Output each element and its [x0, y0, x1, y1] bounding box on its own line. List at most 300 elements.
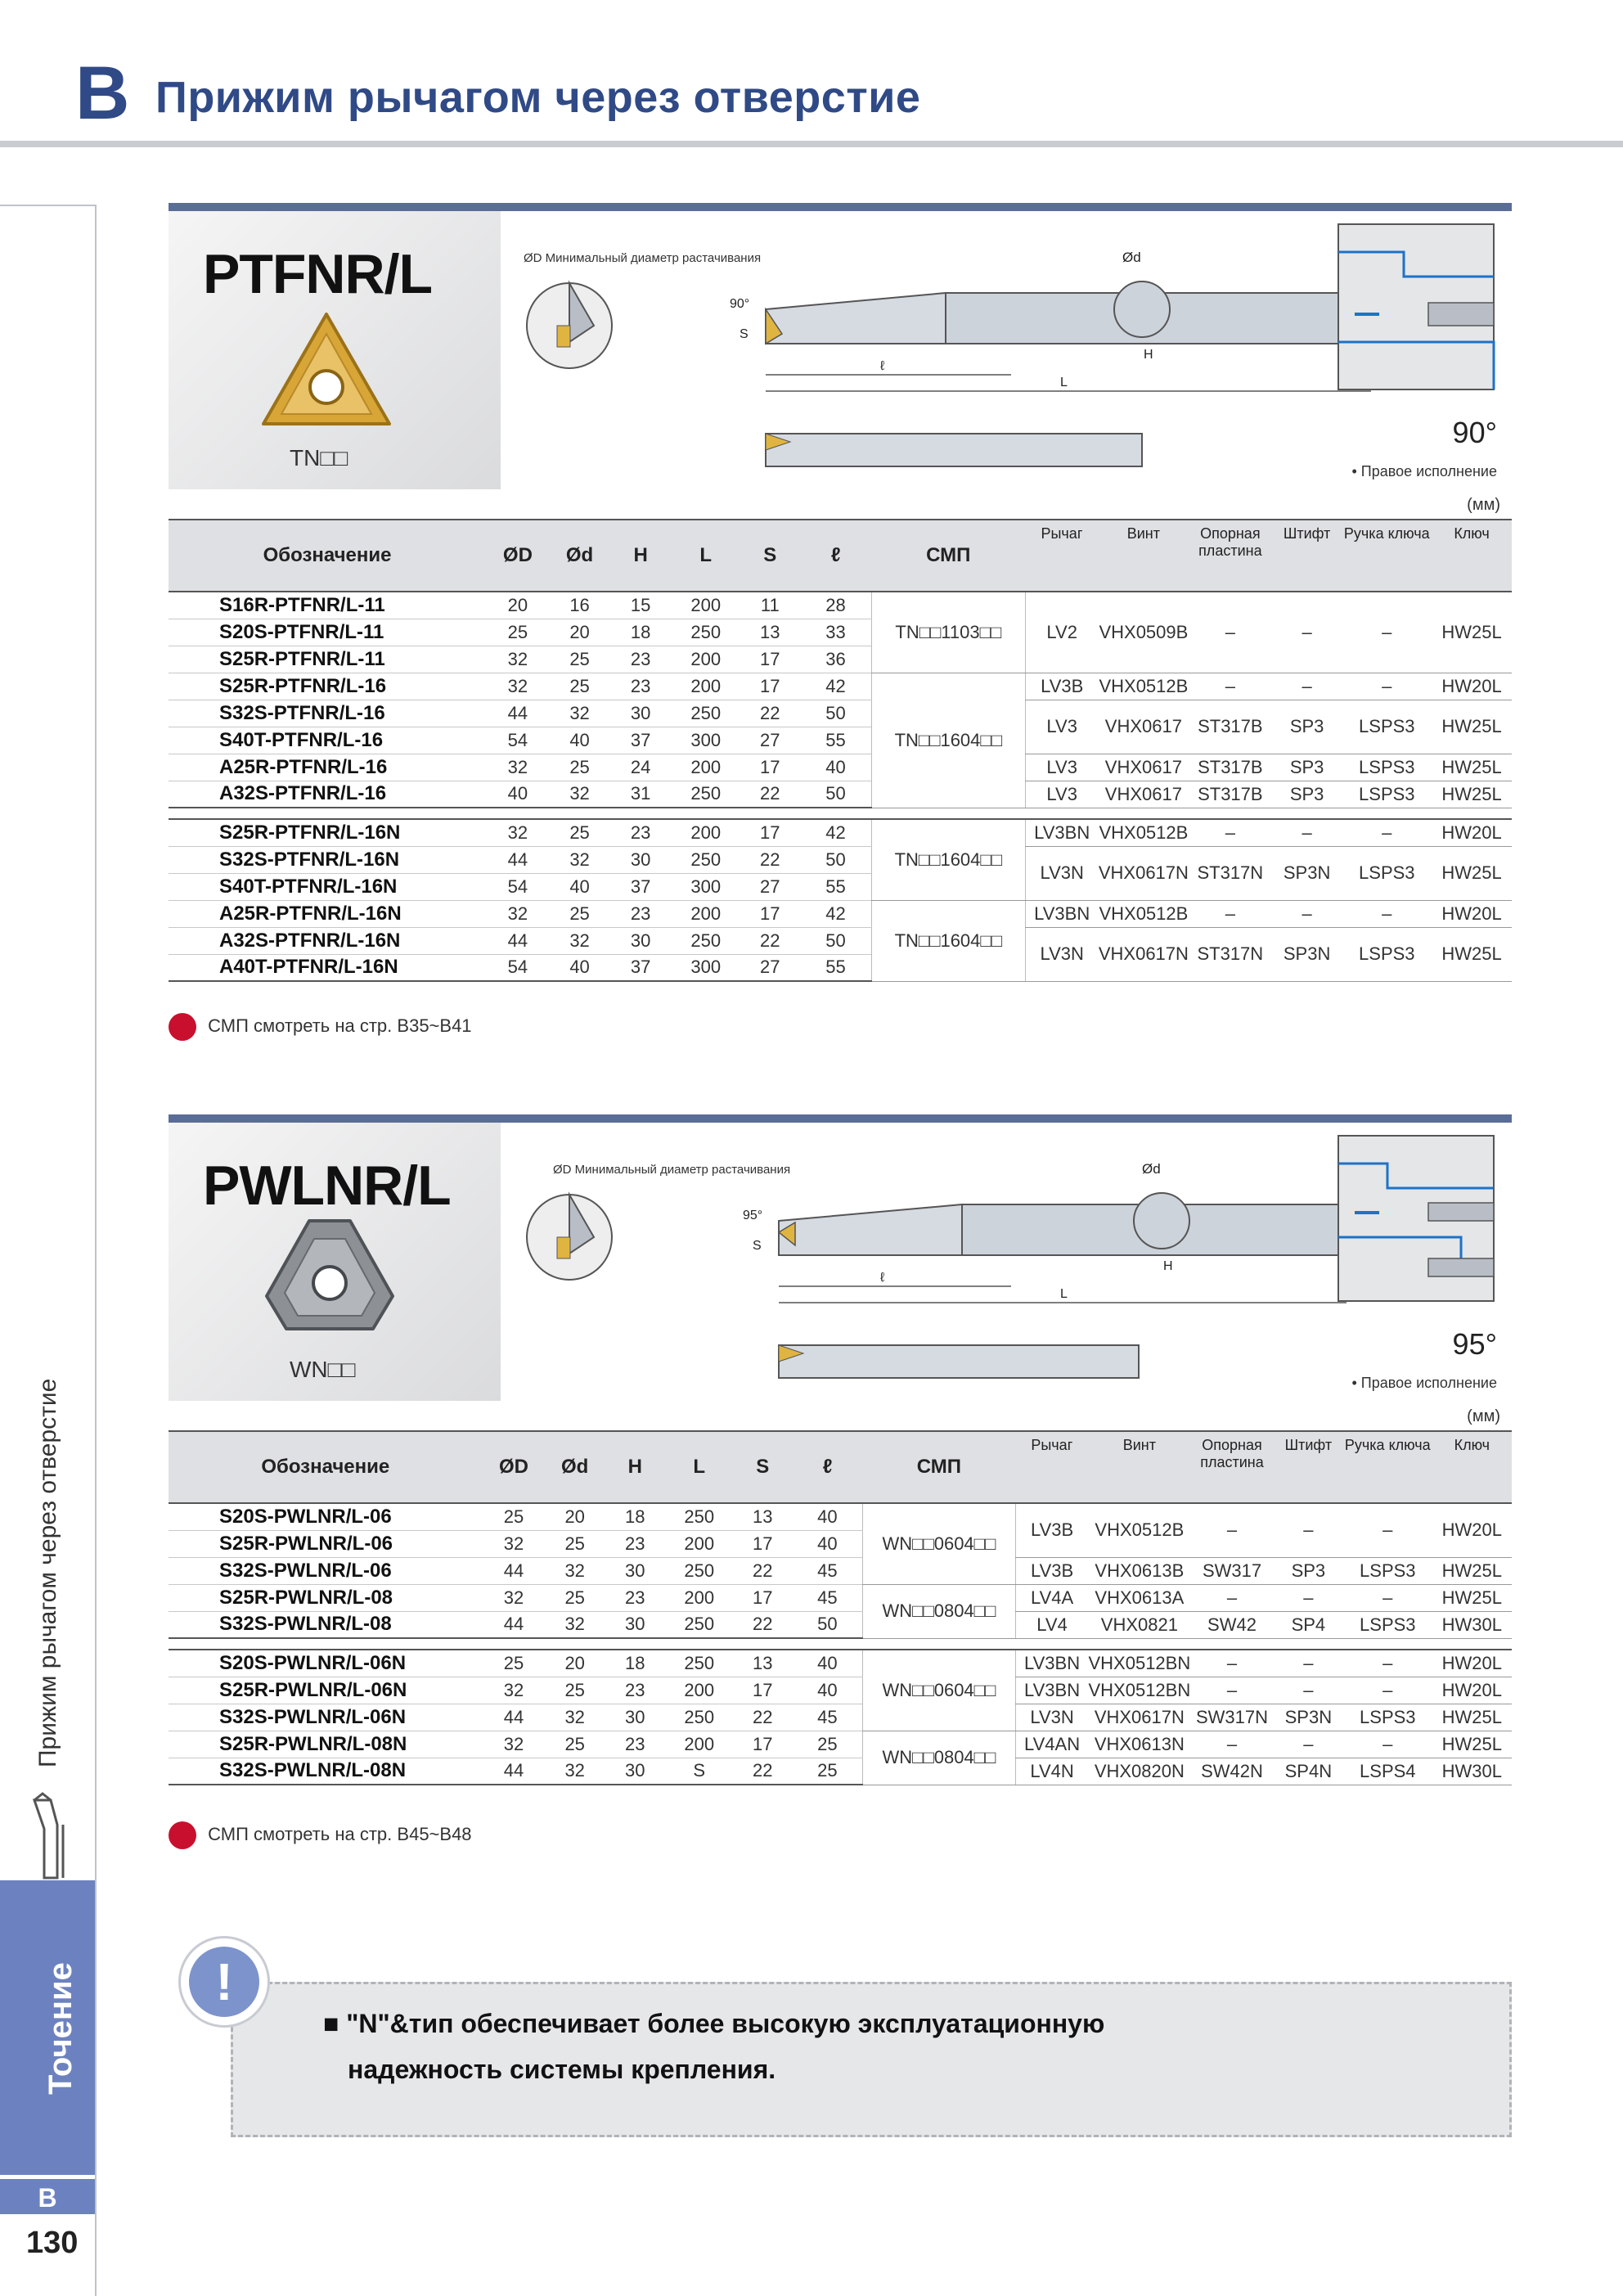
col-header-lever: Рычаг — [1015, 1431, 1088, 1503]
cell-part: – — [1190, 1650, 1274, 1677]
cell-dim: 250 — [665, 1557, 733, 1584]
unit-label: (мм) — [1467, 496, 1500, 514]
product-top-bar — [169, 1114, 1512, 1123]
cell-dim: 45 — [793, 1584, 863, 1611]
col-header-handle: Ручка ключа — [1343, 1431, 1432, 1503]
tn-insert-icon — [257, 309, 396, 432]
cell-dim: 25 — [486, 619, 550, 646]
group-separator — [169, 808, 1512, 819]
tool-drawing — [520, 219, 1510, 489]
ref-prefix: СМП смотреть на стр. — [208, 1015, 393, 1036]
sidebar-section-label: Прижим рычагом через отверстие — [34, 1378, 61, 1767]
cell-part: HW25L — [1432, 700, 1512, 754]
cell-part: – — [1274, 1650, 1343, 1677]
cell-dim: 200 — [672, 900, 740, 927]
cell-part: – — [1189, 592, 1272, 673]
table-row — [169, 1758, 1512, 1785]
cell-part: LSPS3 — [1342, 754, 1432, 781]
cell-dim: 44 — [483, 1704, 546, 1731]
cell-dim: 17 — [733, 1677, 792, 1704]
cell-part: LSPS3 — [1342, 781, 1432, 808]
cell-dim: 32 — [483, 1677, 546, 1704]
cell-dim: 42 — [800, 819, 871, 846]
table-row — [169, 900, 1512, 927]
ref-pointer-icon — [169, 1821, 196, 1849]
cell-part: SP3N — [1272, 846, 1342, 900]
cell-dim: 55 — [800, 954, 871, 981]
table-row — [169, 927, 1512, 954]
cell-part: – — [1272, 673, 1342, 700]
cell-part: – — [1189, 900, 1272, 927]
cell-part: SP3 — [1272, 754, 1342, 781]
cell-code: S40T-PTFNR/L-16 — [169, 727, 486, 754]
cell-part: HW20L — [1432, 1677, 1512, 1704]
cell-dim: 37 — [609, 873, 672, 900]
sidebar-tab-letter: B — [0, 2177, 95, 2214]
cell-part: – — [1190, 1677, 1274, 1704]
cell-dim: 22 — [740, 781, 801, 808]
cell-part: – — [1342, 673, 1432, 700]
cell-dim: 200 — [665, 1530, 733, 1557]
page-title: Прижим рычагом через отверстие — [155, 73, 921, 122]
cell-part: – — [1190, 1584, 1274, 1611]
cell-part: ST317B — [1189, 754, 1272, 781]
cell-dim: 300 — [672, 727, 740, 754]
cell-part: HW20L — [1432, 673, 1512, 700]
cell-code: A25R-PTFNR/L-16N — [169, 900, 486, 927]
product-name: PWLNR/L — [203, 1155, 451, 1217]
cell-dim: 250 — [665, 1503, 733, 1530]
cell-dim: 23 — [605, 1584, 665, 1611]
product-pwlnr — [169, 1114, 1512, 1851]
cell-part: LV4N — [1015, 1758, 1088, 1785]
cell-part: LSPS3 — [1342, 927, 1432, 981]
insert-type-label: WN□□ — [290, 1357, 356, 1382]
cell-part: VHX0821 — [1088, 1611, 1190, 1638]
cell-dim: 250 — [672, 781, 740, 808]
hand-label: • Правое исполнение — [1351, 1375, 1497, 1391]
col-header-code: Обозначение — [169, 520, 486, 592]
insert-reference — [169, 1013, 472, 1041]
col-header-shim: Опорная пластина — [1189, 520, 1272, 592]
cell-dim: 20 — [545, 1650, 605, 1677]
cell-dim: 20 — [545, 1503, 605, 1530]
cell-dim: 23 — [609, 819, 672, 846]
cell-code: S32S-PWLNR/L-06N — [169, 1704, 483, 1731]
s-label: S — [740, 327, 749, 341]
cell-code: S20S-PWLNR/L-06 — [169, 1503, 483, 1530]
cell-part: LV3B — [1015, 1503, 1088, 1557]
col-header-lever: Рычаг — [1025, 520, 1099, 592]
cell-dim: 17 — [740, 819, 801, 846]
cell-part: HW20L — [1432, 900, 1512, 927]
cell-part: – — [1274, 1677, 1343, 1704]
cell-code: S25R-PTFNR/L-16N — [169, 819, 486, 846]
cell-dim: 200 — [672, 592, 740, 619]
col-header-handle: Ручка ключа — [1342, 520, 1432, 592]
cell-part: LV3N — [1025, 927, 1099, 981]
col-header-L: L — [672, 520, 740, 592]
cell-dim: 200 — [672, 819, 740, 846]
cell-dim: 17 — [733, 1530, 792, 1557]
h-label: H — [1163, 1259, 1173, 1273]
cell-part: SW42N — [1190, 1758, 1274, 1785]
cell-dim: 25 — [550, 819, 610, 846]
col-header-screw: Винт — [1099, 520, 1189, 592]
cell-dim: 32 — [545, 1557, 605, 1584]
cell-dim: 50 — [800, 781, 871, 808]
cell-insert: TN□□1103□□ — [872, 592, 1026, 673]
l-small-label: ℓ — [880, 1271, 885, 1285]
cell-dim: 24 — [609, 754, 672, 781]
cell-dim: 40 — [550, 727, 610, 754]
cell-dim: 250 — [665, 1611, 733, 1638]
cell-dim: 17 — [733, 1584, 792, 1611]
cell-dim: S — [665, 1758, 733, 1785]
cell-insert: TN□□1604□□ — [872, 819, 1026, 900]
cell-dim: 37 — [609, 954, 672, 981]
cell-dim: 300 — [672, 954, 740, 981]
table-row — [169, 846, 1512, 873]
spec-table — [169, 519, 1512, 982]
cell-part: LV3B — [1025, 673, 1099, 700]
cell-dim: 50 — [800, 927, 871, 954]
cell-part: HW25L — [1432, 781, 1512, 808]
cell-part: – — [1274, 1584, 1343, 1611]
cell-insert: TN□□1604□□ — [872, 900, 1026, 981]
cell-dim: 40 — [793, 1503, 863, 1530]
cell-dim: 22 — [740, 846, 801, 873]
cell-part: VHX0617N — [1099, 846, 1189, 900]
table-row — [169, 1503, 1512, 1530]
angle-label: 90° — [730, 297, 750, 311]
col-header-key: Ключ — [1432, 1431, 1512, 1503]
cell-part: VHX0512BN — [1088, 1677, 1190, 1704]
min-bore-label: ØD Минимальный диаметр растачивания — [553, 1163, 791, 1177]
cell-dim: 17 — [740, 754, 801, 781]
col-header-l: ℓ — [800, 520, 871, 592]
cell-dim: 23 — [605, 1677, 665, 1704]
cell-dim: 25 — [550, 900, 610, 927]
cell-code: S25R-PWLNR/L-06 — [169, 1530, 483, 1557]
cell-dim: 27 — [740, 727, 801, 754]
product-name: PTFNR/L — [203, 243, 433, 305]
cell-code: S20S-PTFNR/L-11 — [169, 619, 486, 646]
cell-dim: 13 — [733, 1650, 792, 1677]
product-ptfnr — [169, 203, 1512, 1038]
cell-dim: 30 — [605, 1611, 665, 1638]
cell-dim: 18 — [605, 1650, 665, 1677]
cell-dim: 44 — [486, 700, 550, 727]
cell-part: VHX0509B — [1099, 592, 1189, 673]
cell-dim: 17 — [733, 1731, 792, 1758]
cell-dim: 250 — [672, 619, 740, 646]
cell-code: S32S-PWLNR/L-08N — [169, 1758, 483, 1785]
cell-dim: 13 — [733, 1503, 792, 1530]
table-row — [169, 700, 1512, 727]
note-line-1: ■ "N"&тип обеспечивает более высокую эксплуатационную — [323, 2009, 1105, 2038]
cell-dim: 32 — [550, 700, 610, 727]
cell-part: – — [1343, 1677, 1432, 1704]
cell-part: – — [1274, 1731, 1343, 1758]
cell-dim: 11 — [740, 592, 801, 619]
cell-dim: 25 — [793, 1731, 863, 1758]
angle-label: 95° — [743, 1209, 763, 1222]
cell-part: – — [1343, 1584, 1432, 1611]
table-header — [169, 1431, 1512, 1503]
group-separator — [169, 1638, 1512, 1650]
cell-dim: 17 — [740, 673, 801, 700]
cell-part: ST317N — [1189, 846, 1272, 900]
cell-part: – — [1342, 592, 1432, 673]
cell-dim: 44 — [483, 1611, 546, 1638]
cell-part: SP3 — [1272, 700, 1342, 754]
cell-dim: 23 — [605, 1530, 665, 1557]
cell-dim: 30 — [605, 1758, 665, 1785]
cell-part: LV4A — [1015, 1584, 1088, 1611]
cell-code: S32S-PTFNR/L-16 — [169, 700, 486, 727]
cell-dim: 300 — [672, 873, 740, 900]
cell-dim: 40 — [800, 754, 871, 781]
table-header — [169, 520, 1512, 592]
cell-part: VHX0512BN — [1088, 1650, 1190, 1677]
cell-part: – — [1343, 1650, 1432, 1677]
cell-part: – — [1272, 819, 1342, 846]
cell-dim: 22 — [740, 700, 801, 727]
cell-dim: 45 — [793, 1704, 863, 1731]
sidebar-rule-top — [0, 205, 97, 206]
ref-pages: B35~B41 — [397, 1015, 472, 1036]
cell-part: SW317 — [1190, 1557, 1274, 1584]
cell-dim: 32 — [550, 846, 610, 873]
note-box — [231, 1982, 1512, 2137]
cell-dim: 30 — [605, 1557, 665, 1584]
cell-dim: 32 — [486, 673, 550, 700]
table-row — [169, 1557, 1512, 1584]
cell-insert: WN□□0604□□ — [863, 1503, 1016, 1584]
cell-code: A32S-PTFNR/L-16 — [169, 781, 486, 808]
cell-code: S32S-PWLNR/L-08 — [169, 1611, 483, 1638]
insert-reference — [169, 1821, 472, 1849]
col-header-insert: СМП — [863, 1431, 1016, 1503]
cell-part: VHX0617N — [1099, 927, 1189, 981]
col-header-key: Ключ — [1432, 520, 1512, 592]
table-row — [169, 781, 1512, 808]
col-header-D: ØD — [486, 520, 550, 592]
cell-code: S32S-PTFNR/L-16N — [169, 846, 486, 873]
ref-prefix: СМП смотреть на стр. — [208, 1823, 393, 1844]
cell-part: LV4 — [1015, 1611, 1088, 1638]
cell-dim: 37 — [609, 727, 672, 754]
section-letter: B — [75, 52, 130, 135]
cell-dim: 30 — [609, 927, 672, 954]
cell-part: LV2 — [1025, 592, 1099, 673]
cell-dim: 27 — [740, 873, 801, 900]
cell-dim: 25 — [545, 1530, 605, 1557]
table-row — [169, 673, 1512, 700]
cell-part: HW25L — [1432, 1584, 1512, 1611]
cell-part: SW317N — [1190, 1704, 1274, 1731]
cell-dim: 23 — [609, 673, 672, 700]
cell-dim: 32 — [550, 927, 610, 954]
cell-part: HW30L — [1432, 1758, 1512, 1785]
cell-dim: 200 — [672, 754, 740, 781]
cell-part: – — [1274, 1503, 1343, 1557]
cell-part: LV3 — [1025, 754, 1099, 781]
ref-pointer-icon — [169, 1013, 196, 1041]
cell-part: – — [1190, 1503, 1274, 1557]
header-rule — [0, 141, 1623, 147]
product-hero — [169, 211, 501, 489]
table-row — [169, 1704, 1512, 1731]
cell-dim: 31 — [609, 781, 672, 808]
cell-dim: 44 — [486, 927, 550, 954]
cell-part: LV3BN — [1025, 900, 1099, 927]
cell-dim: 16 — [550, 592, 610, 619]
cell-dim: 25 — [550, 646, 610, 673]
cell-part: LV4AN — [1015, 1731, 1088, 1758]
cell-dim: 25 — [545, 1731, 605, 1758]
cell-dim: 25 — [550, 673, 610, 700]
cell-dim: 200 — [672, 673, 740, 700]
cell-part: HW25L — [1432, 1557, 1512, 1584]
cell-dim: 32 — [486, 819, 550, 846]
cell-dim: 32 — [483, 1530, 546, 1557]
page-number: 130 — [26, 2226, 79, 2260]
cell-part: VHX0613A — [1088, 1584, 1190, 1611]
col-header-L: L — [665, 1431, 733, 1503]
table-row — [169, 754, 1512, 781]
cell-part: SP4 — [1274, 1611, 1343, 1638]
col-header-d: Ød — [550, 520, 610, 592]
cell-code: S40T-PTFNR/L-16N — [169, 873, 486, 900]
cell-dim: 32 — [483, 1584, 546, 1611]
cell-part: HW25L — [1432, 1704, 1512, 1731]
table-row — [169, 592, 1512, 619]
cell-part: SP3N — [1272, 927, 1342, 981]
cell-code: S25R-PTFNR/L-11 — [169, 646, 486, 673]
wn-insert-icon — [260, 1214, 399, 1337]
cell-code: A25R-PTFNR/L-16 — [169, 754, 486, 781]
cell-dim: 36 — [800, 646, 871, 673]
cell-part: LV3N — [1015, 1704, 1088, 1731]
s-label: S — [753, 1239, 762, 1253]
col-header-pin: Штифт — [1272, 520, 1342, 592]
h-label: H — [1144, 348, 1153, 362]
insert-type-label: TN□□ — [290, 445, 348, 470]
cell-dim: 30 — [609, 846, 672, 873]
cell-dim: 250 — [672, 700, 740, 727]
l-big-label: L — [1060, 1287, 1068, 1301]
cell-dim: 22 — [733, 1704, 792, 1731]
cell-part: – — [1272, 592, 1342, 673]
cell-code: A32S-PTFNR/L-16N — [169, 927, 486, 954]
min-bore-label: ØD Минимальный диаметр растачивания — [524, 251, 762, 265]
cell-code: S25R-PTFNR/L-16 — [169, 673, 486, 700]
cell-dim: 32 — [550, 781, 610, 808]
cell-part: LV3BN — [1015, 1677, 1088, 1704]
cell-part: SP3 — [1272, 781, 1342, 808]
cell-dim: 54 — [486, 727, 550, 754]
cell-dim: 250 — [672, 846, 740, 873]
col-header-H: H — [605, 1431, 665, 1503]
cell-part: VHX0617N — [1088, 1704, 1190, 1731]
cell-dim: 50 — [800, 846, 871, 873]
cell-part: LSPS3 — [1343, 1611, 1432, 1638]
col-header-S: S — [733, 1431, 792, 1503]
cell-part: ST317B — [1189, 700, 1272, 754]
table-row — [169, 1611, 1512, 1638]
cell-dim: 22 — [740, 927, 801, 954]
cell-dim: 40 — [550, 954, 610, 981]
cell-part: HW20L — [1432, 819, 1512, 846]
cell-part: LSPS3 — [1343, 1557, 1432, 1584]
cell-part: LV3BN — [1025, 819, 1099, 846]
cell-part: VHX0617 — [1099, 781, 1189, 808]
cell-part: HW25L — [1432, 754, 1512, 781]
cell-dim: 50 — [800, 700, 871, 727]
col-header-H: H — [609, 520, 672, 592]
cell-part: – — [1190, 1731, 1274, 1758]
cell-dim: 32 — [545, 1704, 605, 1731]
table-row — [169, 1731, 1512, 1758]
cell-dim: 50 — [793, 1611, 863, 1638]
cell-dim: 42 — [800, 673, 871, 700]
cell-code: S25R-PWLNR/L-08N — [169, 1731, 483, 1758]
cell-part: HW25L — [1432, 1731, 1512, 1758]
cell-part: VHX0512B — [1088, 1503, 1190, 1557]
col-header-D: ØD — [483, 1431, 546, 1503]
cell-part: VHX0617 — [1099, 754, 1189, 781]
cell-part: VHX0820N — [1088, 1758, 1190, 1785]
cell-dim: 32 — [486, 754, 550, 781]
cell-part: LV3BN — [1015, 1650, 1088, 1677]
cell-dim: 54 — [486, 954, 550, 981]
cell-insert: WN□□0804□□ — [863, 1731, 1016, 1785]
table-row — [169, 1650, 1512, 1677]
boring-bar-icon — [26, 1792, 83, 1882]
cell-dim: 17 — [740, 900, 801, 927]
cell-dim: 42 — [800, 900, 871, 927]
l-small-label: ℓ — [880, 359, 885, 373]
cell-dim: 45 — [793, 1557, 863, 1584]
l-big-label: L — [1060, 376, 1068, 389]
cell-dim: 250 — [672, 927, 740, 954]
sidebar-rule — [95, 205, 97, 2296]
cell-part: – — [1342, 819, 1432, 846]
cell-dim: 30 — [605, 1704, 665, 1731]
cell-dim: 20 — [486, 592, 550, 619]
cell-dim: 54 — [486, 873, 550, 900]
table-row — [169, 1584, 1512, 1611]
cell-part: VHX0617 — [1099, 700, 1189, 754]
cell-dim: 25 — [483, 1503, 546, 1530]
cell-part: ST317N — [1189, 927, 1272, 981]
cell-dim: 200 — [665, 1677, 733, 1704]
cell-dim: 55 — [800, 727, 871, 754]
cell-part: HW20L — [1432, 1503, 1512, 1557]
cell-dim: 44 — [483, 1557, 546, 1584]
cell-code: S32S-PWLNR/L-06 — [169, 1557, 483, 1584]
cell-dim: 25 — [545, 1584, 605, 1611]
cell-dim: 32 — [545, 1611, 605, 1638]
cell-part: – — [1189, 673, 1272, 700]
info-badge — [178, 1936, 270, 2028]
cell-dim: 32 — [545, 1758, 605, 1785]
cell-dim: 44 — [483, 1758, 546, 1785]
cell-dim: 32 — [486, 646, 550, 673]
cell-dim: 200 — [672, 646, 740, 673]
